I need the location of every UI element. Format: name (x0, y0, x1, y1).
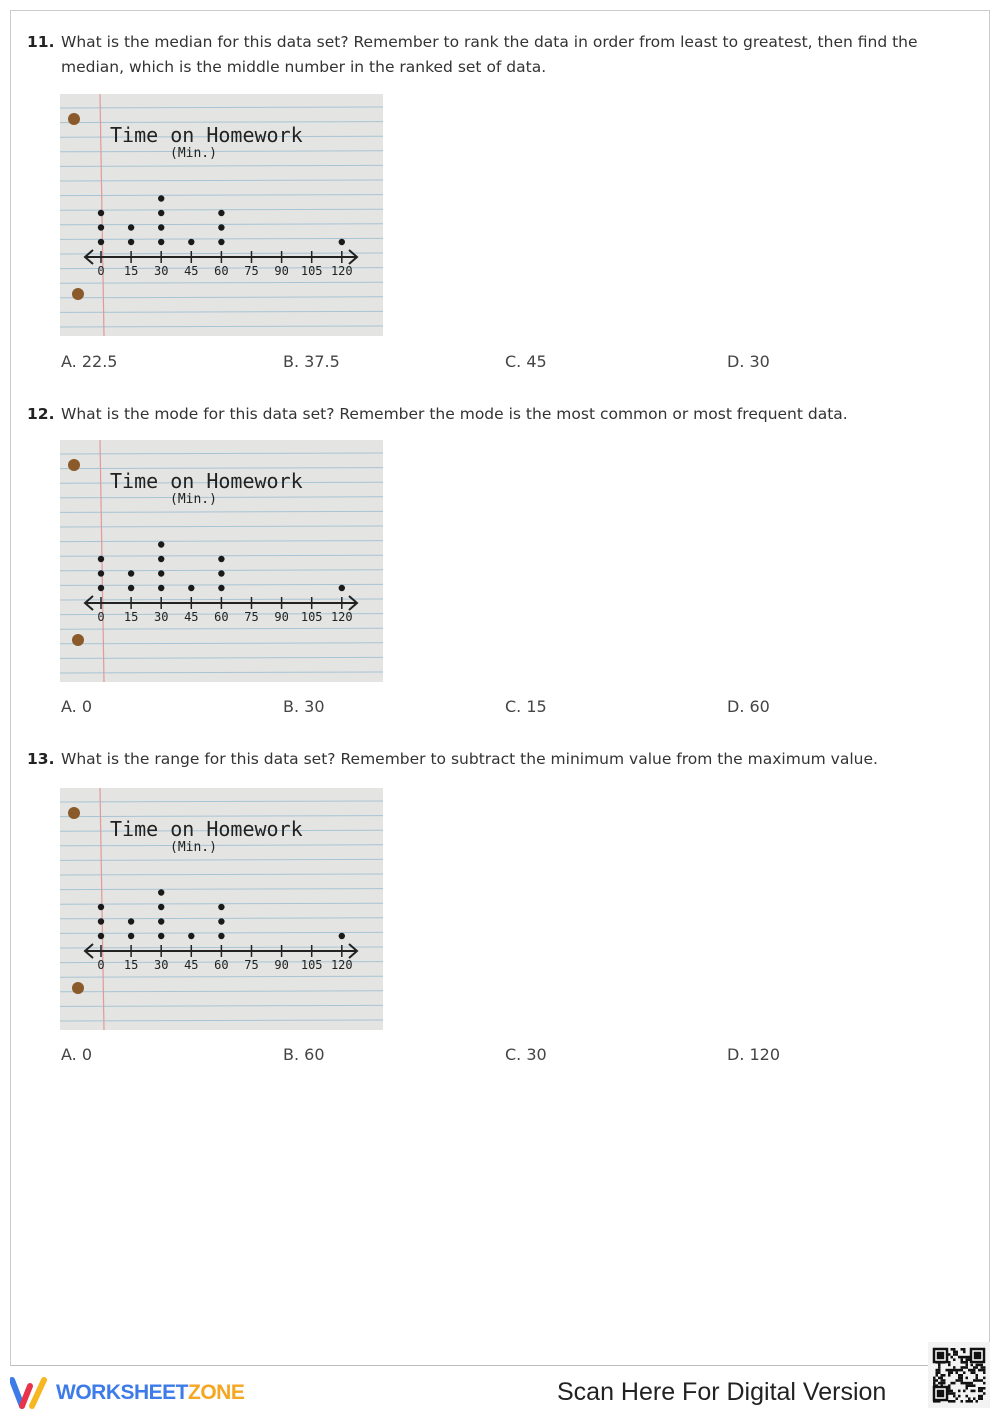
chart-title: Time on Homework (110, 817, 303, 841)
data-dot (98, 224, 104, 230)
x-tick-label: 45 (184, 264, 199, 278)
x-tick-label: 75 (244, 264, 259, 278)
data-dot (158, 210, 164, 216)
data-dot (158, 585, 164, 591)
x-tick-label: 75 (244, 958, 259, 972)
x-tick-label: 15 (123, 264, 139, 278)
chart-subtitle: (Min.) (170, 840, 217, 855)
question-11 (27, 30, 947, 80)
question-13 (27, 747, 947, 772)
scan-text: Scan Here For Digital Version (557, 1378, 887, 1406)
x-tick-label: 0 (97, 264, 105, 278)
x-tick-label: 75 (244, 610, 259, 624)
x-tick-label: 120 (330, 264, 353, 278)
hole-punch (72, 288, 84, 300)
x-tick-label: 105 (300, 610, 323, 624)
worksheet-zone-logo (10, 1376, 244, 1410)
data-dot (98, 239, 104, 245)
data-dot (158, 224, 164, 230)
x-tick-label: 120 (330, 958, 353, 972)
hole-punch (68, 459, 80, 471)
x-tick-label: 0 (97, 610, 105, 624)
answer-option[interactable]: D. 30 (727, 352, 770, 371)
x-tick-label: 30 (153, 264, 169, 278)
chart-title: Time on Homework (110, 469, 303, 493)
x-tick-label: 90 (274, 264, 289, 278)
data-dot (158, 556, 164, 562)
data-dot (218, 239, 224, 245)
hole-punch (72, 634, 84, 646)
data-dot (218, 904, 224, 910)
answer-option[interactable]: A. 0 (61, 1045, 93, 1064)
answer-option[interactable]: B. 60 (283, 1045, 325, 1064)
x-tick-label: 60 (214, 264, 229, 278)
data-dot (158, 195, 164, 201)
answer-option[interactable]: C. 30 (505, 1045, 547, 1064)
data-dot (188, 585, 194, 591)
brand-worksheet: WORKSHEET (56, 1381, 188, 1404)
qr-code[interactable] (928, 1342, 990, 1408)
answer-option[interactable]: A. 0 (61, 697, 93, 716)
data-dot (158, 889, 164, 895)
x-tick-label: 120 (330, 610, 353, 624)
data-dot (98, 904, 104, 910)
answer-option[interactable]: C. 15 (505, 697, 547, 716)
question-text: What is the mode for this data set? Remember the mode is the most common or most frequent data. (61, 405, 848, 423)
data-dot (339, 585, 345, 591)
question-text: What is the median for this data set? Remember to rank the data in order from least to greatest, then find the median, which is the middle number in the ranked set of data. (61, 33, 918, 76)
data-dot (158, 570, 164, 576)
data-dot (128, 224, 134, 230)
data-dot (218, 933, 224, 939)
x-tick-label: 15 (123, 958, 139, 972)
data-dot (218, 918, 224, 924)
question-number: 11. (27, 33, 55, 51)
data-dot (158, 541, 164, 547)
logo-icon (10, 1376, 50, 1410)
data-dot (128, 933, 134, 939)
hole-punch (68, 113, 80, 125)
brand-zone: ZONE (188, 1381, 245, 1404)
hole-punch (68, 807, 80, 819)
x-tick-label: 105 (300, 958, 323, 972)
data-dot (158, 933, 164, 939)
dot-plot-image (60, 788, 383, 1030)
data-dot (98, 570, 104, 576)
data-dot (158, 918, 164, 924)
x-tick-label: 90 (274, 610, 289, 624)
chart-title: Time on Homework (110, 123, 303, 147)
data-dot (128, 585, 134, 591)
x-tick-label: 45 (184, 958, 199, 972)
data-dot (128, 570, 134, 576)
data-dot (158, 239, 164, 245)
x-tick-label: 45 (184, 610, 199, 624)
chart-subtitle: (Min.) (170, 146, 217, 161)
data-dot (218, 556, 224, 562)
chart-subtitle: (Min.) (170, 492, 217, 507)
answer-option[interactable]: D. 120 (727, 1045, 781, 1064)
data-dot (98, 585, 104, 591)
answer-option[interactable]: B. 37.5 (283, 352, 340, 371)
x-tick-label: 15 (123, 610, 139, 624)
x-tick-label: 60 (214, 958, 229, 972)
data-dot (218, 210, 224, 216)
data-dot (339, 239, 345, 245)
data-dot (188, 933, 194, 939)
question-12 (27, 402, 947, 427)
question-number: 13. (27, 750, 55, 768)
data-dot (339, 933, 345, 939)
data-dot (218, 585, 224, 591)
data-dot (128, 918, 134, 924)
answer-option[interactable]: D. 60 (727, 697, 770, 716)
answer-option[interactable]: A. 22.5 (61, 352, 118, 371)
data-dot (98, 918, 104, 924)
dot-plot-image (60, 440, 383, 682)
x-tick-label: 105 (300, 264, 323, 278)
x-tick-label: 60 (214, 610, 229, 624)
data-dot (218, 570, 224, 576)
x-tick-label: 30 (153, 958, 169, 972)
data-dot (188, 239, 194, 245)
question-number: 12. (27, 405, 55, 423)
data-dot (98, 210, 104, 216)
data-dot (158, 904, 164, 910)
dot-plot-image (60, 94, 383, 336)
question-text: What is the range for this data set? Remember to subtract the minimum value from the maximum value. (61, 750, 878, 768)
hole-punch (72, 982, 84, 994)
data-dot (218, 224, 224, 230)
x-tick-label: 0 (97, 958, 105, 972)
x-tick-label: 90 (274, 958, 289, 972)
data-dot (128, 239, 134, 245)
x-tick-label: 30 (153, 610, 169, 624)
answer-option[interactable]: B. 30 (283, 697, 325, 716)
answer-option[interactable]: C. 45 (505, 352, 547, 371)
data-dot (98, 556, 104, 562)
data-dot (98, 933, 104, 939)
